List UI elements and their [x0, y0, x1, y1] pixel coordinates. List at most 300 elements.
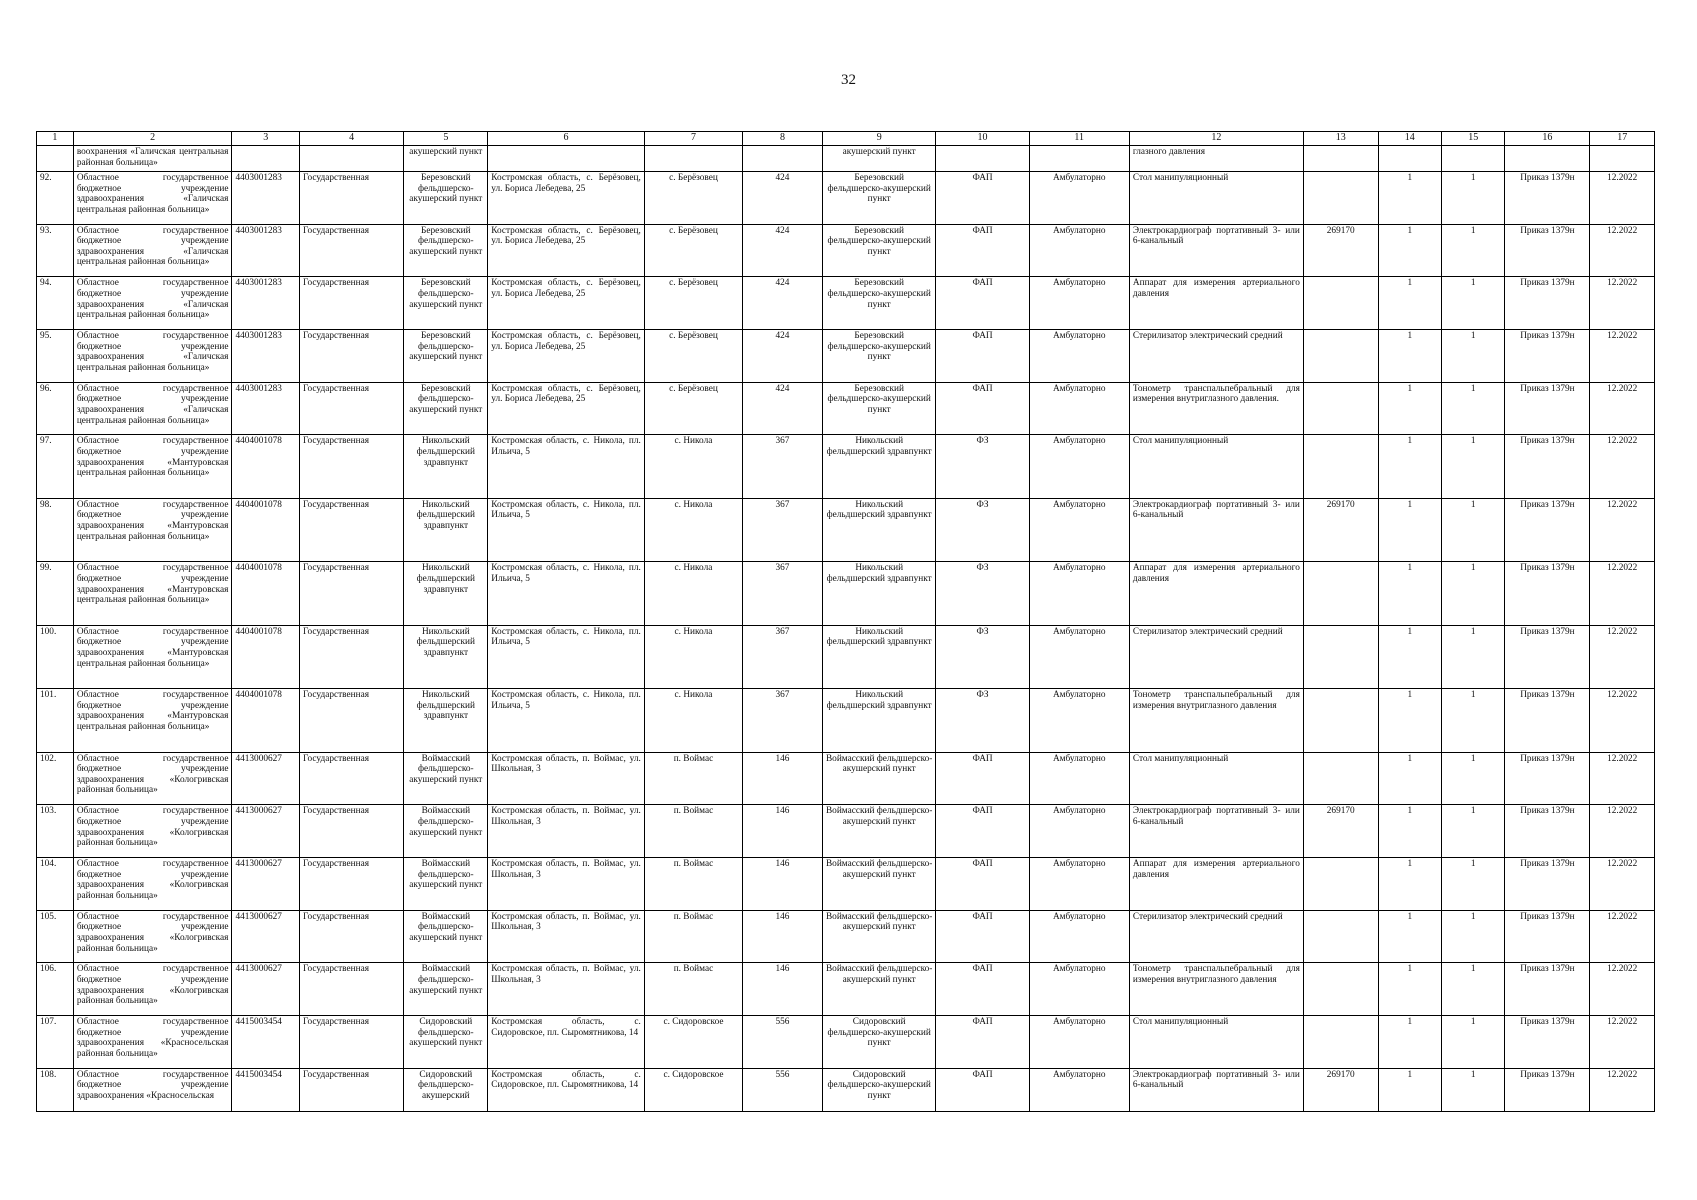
table-row: [37, 382, 1655, 435]
cell-equipment: Тонометр транспальпебральный для измерения внутриглазного давления.: [1129, 382, 1303, 435]
cell-order: Приказ 1379н: [1505, 1068, 1590, 1111]
cell-care: Амбулаторно: [1029, 224, 1129, 277]
cell-facility: Никольский фельдшерский здравпункт: [404, 498, 488, 561]
cell-facility: Сидоровский фельдшерско-акушерский: [404, 1068, 488, 1111]
cell-qty-1: 1: [1378, 382, 1441, 435]
cell-code: [1303, 752, 1378, 805]
cell-ownership: Государственная: [299, 963, 403, 1016]
cell-settlement: с. Берёзовец: [644, 277, 742, 330]
table-row: [37, 171, 1655, 224]
cell-population: 424: [743, 382, 823, 435]
col-header: 15: [1442, 132, 1505, 146]
col-header: 1: [37, 132, 74, 146]
cell-order: Приказ 1379н: [1505, 224, 1590, 277]
cell-qty-1: 1: [1378, 277, 1441, 330]
cell-care: Амбулаторно: [1029, 805, 1129, 858]
cell-population: 556: [743, 1068, 823, 1111]
cell-facility-name: Воймасский фельдшерско-акушерский пункт: [822, 858, 936, 911]
cell-qty-1: 1: [1378, 498, 1441, 561]
cell-ownership: Государственная: [299, 858, 403, 911]
cell-ownership: [299, 145, 403, 171]
cell-organization: Областное государственное бюджетное учреждение здравоохранения «Галичская центральная районная больница»: [73, 277, 232, 330]
cell-facility: Воймасский фельдшерско-акушерский пункт: [404, 963, 488, 1016]
cell-organization: Областное государственное бюджетное учреждение здравоохранения «Кологривская районная больница»: [73, 805, 232, 858]
cell-code: [1303, 145, 1378, 171]
cell-facility: Березовский фельдшерско-акушерский пункт: [404, 382, 488, 435]
cell-population: 424: [743, 330, 823, 383]
cell-care: Амбулаторно: [1029, 689, 1129, 752]
cell-number: 94.: [37, 277, 74, 330]
cell-inn: 4413000627: [232, 752, 300, 805]
cell-organization: воохранения «Галичская центральная районная больница»: [73, 145, 232, 171]
cell-inn: 4404001078: [232, 625, 300, 688]
cell-facility: Воймасский фельдшерско-акушерский пункт: [404, 752, 488, 805]
cell-care: Амбулаторно: [1029, 858, 1129, 911]
cell-order: Приказ 1379н: [1505, 689, 1590, 752]
cell-qty-1: 1: [1378, 858, 1441, 911]
cell-qty-2: 1: [1442, 498, 1505, 561]
cell-qty-1: 1: [1378, 963, 1441, 1016]
cell-inn: 4413000627: [232, 805, 300, 858]
cell-qty-2: 1: [1442, 963, 1505, 1016]
cell-code: 269170: [1303, 805, 1378, 858]
cell-facility: Воймасский фельдшерско-акушерский пункт: [404, 805, 488, 858]
cell-inn: 4413000627: [232, 963, 300, 1016]
col-header: 16: [1505, 132, 1590, 146]
cell-facility-name: Березовский фельдшерско-акушерский пункт: [822, 330, 936, 383]
cell-date: [1590, 145, 1655, 171]
cell-date: 12.2022: [1590, 171, 1655, 224]
cell-equipment: Стол манипуляционный: [1129, 171, 1303, 224]
cell-address: Костромская область, п. Воймас, ул. Школьная, 3: [488, 858, 645, 911]
cell-order: Приказ 1379н: [1505, 625, 1590, 688]
cell-date: 12.2022: [1590, 858, 1655, 911]
cell-facility-name: Воймасский фельдшерско-акушерский пункт: [822, 805, 936, 858]
cell-organization: Областное государственное бюджетное учреждение здравоохранения «Кологривская районная больница»: [73, 910, 232, 963]
cell-organization: Областное государственное бюджетное учреждение здравоохранения «Красносельская районная больница»: [73, 1016, 232, 1069]
cell-number: 103.: [37, 805, 74, 858]
cell-order: [1505, 145, 1590, 171]
cell-care: Амбулаторно: [1029, 171, 1129, 224]
cell-code: [1303, 625, 1378, 688]
cell-organization: Областное государственное бюджетное учреждение здравоохранения «Мантуровская центральная районная больница»: [73, 562, 232, 625]
table-row: [37, 435, 1655, 498]
cell-care: Амбулаторно: [1029, 1016, 1129, 1069]
table-row: [37, 277, 1655, 330]
cell-qty-1: 1: [1378, 562, 1441, 625]
cell-settlement: с. Никола: [644, 498, 742, 561]
cell-code: [1303, 171, 1378, 224]
cell-address: Костромская область, с. Никола, пл. Ильича, 5: [488, 625, 645, 688]
cell-organization: Областное государственное бюджетное учреждение здравоохранения «Галичская центральная районная больница»: [73, 330, 232, 383]
cell-facility-name: Сидоровский фельдшерско-акушерский пункт: [822, 1068, 936, 1111]
cell-code: [1303, 910, 1378, 963]
cell-qty-1: 1: [1378, 1016, 1441, 1069]
cell-order: Приказ 1379н: [1505, 562, 1590, 625]
cell-address: Костромская область, с. Сидоровское, пл. Сыромятникова, 14: [488, 1068, 645, 1111]
cell-number: 106.: [37, 963, 74, 1016]
cell-address: Костромская область, с. Берёзовец, ул. Бориса Лебедева, 25: [488, 330, 645, 383]
cell-qty-2: 1: [1442, 1068, 1505, 1111]
cell-type: ФЗ: [936, 435, 1029, 498]
cell-facility-name: Никольский фельдшерский здравпункт: [822, 689, 936, 752]
cell-facility: Никольский фельдшерский здравпункт: [404, 625, 488, 688]
cell-code: [1303, 277, 1378, 330]
cell-ownership: Государственная: [299, 689, 403, 752]
cell-facility: Никольский фельдшерский здравпункт: [404, 562, 488, 625]
cell-qty-1: 1: [1378, 1068, 1441, 1111]
cell-equipment: Электрокардиограф портативный 3- или 6-канальный: [1129, 805, 1303, 858]
cell-settlement: п. Воймас: [644, 752, 742, 805]
cell-type: [936, 145, 1029, 171]
cell-equipment: Стол манипуляционный: [1129, 435, 1303, 498]
cell-facility: Березовский фельдшерско-акушерский пункт: [404, 330, 488, 383]
col-header: 12: [1129, 132, 1303, 146]
table-row: [37, 562, 1655, 625]
cell-inn: 4403001283: [232, 330, 300, 383]
cell-care: Амбулаторно: [1029, 277, 1129, 330]
cell-order: Приказ 1379н: [1505, 435, 1590, 498]
cell-equipment: Электрокардиограф портативный 3- или 6-канальный: [1129, 1068, 1303, 1111]
cell-ownership: Государственная: [299, 171, 403, 224]
cell-order: Приказ 1379н: [1505, 1016, 1590, 1069]
cell-type: ФАП: [936, 752, 1029, 805]
cell-population: [743, 145, 823, 171]
cell-population: 146: [743, 858, 823, 911]
cell-qty-2: 1: [1442, 224, 1505, 277]
cell-address: Костромская область, с. Никола, пл. Ильича, 5: [488, 498, 645, 561]
cell-qty-1: 1: [1378, 625, 1441, 688]
cell-qty-2: 1: [1442, 382, 1505, 435]
table-row: [37, 224, 1655, 277]
cell-qty-2: 1: [1442, 858, 1505, 911]
cell-number: 107.: [37, 1016, 74, 1069]
cell-qty-2: [1442, 145, 1505, 171]
cell-type: ФАП: [936, 858, 1029, 911]
cell-facility: Сидоровский фельдшерско-акушерский пункт: [404, 1016, 488, 1069]
col-header: 4: [299, 132, 403, 146]
table-row: [37, 498, 1655, 561]
cell-address: Костромская область, с. Берёзовец, ул. Бориса Лебедева, 25: [488, 277, 645, 330]
cell-settlement: п. Воймас: [644, 963, 742, 1016]
cell-facility-name: Никольский фельдшерский здравпункт: [822, 435, 936, 498]
cell-ownership: Государственная: [299, 805, 403, 858]
cell-population: 146: [743, 910, 823, 963]
cell-facility-name: Никольский фельдшерский здравпункт: [822, 562, 936, 625]
cell-code: [1303, 858, 1378, 911]
col-header: 8: [743, 132, 823, 146]
cell-code: 269170: [1303, 224, 1378, 277]
cell-type: ФАП: [936, 330, 1029, 383]
cell-code: [1303, 689, 1378, 752]
cell-inn: 4403001283: [232, 224, 300, 277]
cell-facility: Воймасский фельдшерско-акушерский пункт: [404, 910, 488, 963]
cell-number: 108.: [37, 1068, 74, 1111]
cell-type: ФАП: [936, 224, 1029, 277]
cell-number: 93.: [37, 224, 74, 277]
cell-organization: Областное государственное бюджетное учреждение здравоохранения «Мантуровская центральная районная больница»: [73, 625, 232, 688]
table-row: [37, 625, 1655, 688]
cell-address: Костромская область, с. Берёзовец, ул. Бориса Лебедева, 25: [488, 224, 645, 277]
cell-equipment: глазного давления: [1129, 145, 1303, 171]
cell-address: Костромская область, с. Никола, пл. Ильича, 5: [488, 435, 645, 498]
cell-ownership: Государственная: [299, 910, 403, 963]
cell-number: 99.: [37, 562, 74, 625]
cell-order: Приказ 1379н: [1505, 752, 1590, 805]
cell-care: Амбулаторно: [1029, 562, 1129, 625]
cell-date: 12.2022: [1590, 498, 1655, 561]
cell-qty-1: 1: [1378, 330, 1441, 383]
cell-qty-2: 1: [1442, 171, 1505, 224]
cell-date: 12.2022: [1590, 1068, 1655, 1111]
cell-settlement: [644, 145, 742, 171]
cell-date: 12.2022: [1590, 910, 1655, 963]
cell-settlement: п. Воймас: [644, 858, 742, 911]
cell-care: Амбулаторно: [1029, 330, 1129, 383]
cell-number: 98.: [37, 498, 74, 561]
cell-qty-1: 1: [1378, 752, 1441, 805]
cell-date: 12.2022: [1590, 224, 1655, 277]
cell-address: Костромская область, п. Воймас, ул. Школьная, 3: [488, 910, 645, 963]
cell-inn: 4413000627: [232, 858, 300, 911]
cell-date: 12.2022: [1590, 435, 1655, 498]
col-header: 7: [644, 132, 742, 146]
cell-number: 96.: [37, 382, 74, 435]
cell-type: ФАП: [936, 171, 1029, 224]
cell-settlement: с. Никола: [644, 562, 742, 625]
table-row: [37, 1068, 1655, 1111]
cell-type: ФЗ: [936, 562, 1029, 625]
cell-equipment: Стерилизатор электрический средний: [1129, 625, 1303, 688]
table-row: [37, 910, 1655, 963]
cell-type: ФАП: [936, 910, 1029, 963]
cell-care: Амбулаторно: [1029, 752, 1129, 805]
cell-ownership: Государственная: [299, 1068, 403, 1111]
col-header: 5: [404, 132, 488, 146]
cell-facility-name: Березовский фельдшерско-акушерский пункт: [822, 277, 936, 330]
cell-settlement: п. Воймас: [644, 910, 742, 963]
cell-order: Приказ 1379н: [1505, 382, 1590, 435]
col-header: 2: [73, 132, 232, 146]
col-header: 10: [936, 132, 1029, 146]
cell-facility-name: Воймасский фельдшерско-акушерский пункт: [822, 910, 936, 963]
cell-inn: 4403001283: [232, 171, 300, 224]
cell-qty-2: 1: [1442, 330, 1505, 383]
cell-population: 367: [743, 498, 823, 561]
cell-organization: Областное государственное бюджетное учреждение здравоохранения «Красносельская: [73, 1068, 232, 1111]
cell-ownership: Государственная: [299, 562, 403, 625]
cell-settlement: с. Никола: [644, 435, 742, 498]
cell-population: 424: [743, 224, 823, 277]
cell-organization: Областное государственное бюджетное учреждение здравоохранения «Мантуровская центральная районная больница»: [73, 435, 232, 498]
col-header: 14: [1378, 132, 1441, 146]
cell-number: 104.: [37, 858, 74, 911]
cell-organization: Областное государственное бюджетное учреждение здравоохранения «Кологривская районная больница»: [73, 858, 232, 911]
cell-population: 367: [743, 435, 823, 498]
cell-organization: Областное государственное бюджетное учреждение здравоохранения «Кологривская районная больница»: [73, 963, 232, 1016]
cell-inn: 4403001283: [232, 382, 300, 435]
cell-order: Приказ 1379н: [1505, 171, 1590, 224]
cell-facility: Березовский фельдшерско-акушерский пункт: [404, 224, 488, 277]
cell-population: 146: [743, 805, 823, 858]
cell-equipment: Аппарат для измерения артериального давления: [1129, 277, 1303, 330]
cell-date: 12.2022: [1590, 277, 1655, 330]
cell-qty-2: 1: [1442, 562, 1505, 625]
cell-order: Приказ 1379н: [1505, 858, 1590, 911]
cell-equipment: Тонометр транспальпебральный для измерения внутриглазного давления: [1129, 963, 1303, 1016]
cell-number: 100.: [37, 625, 74, 688]
cell-type: ФАП: [936, 1016, 1029, 1069]
equipment-register-table: [36, 131, 1655, 1112]
cell-ownership: Государственная: [299, 382, 403, 435]
table-row: [37, 330, 1655, 383]
cell-code: 269170: [1303, 1068, 1378, 1111]
cell-facility-name: Никольский фельдшерский здравпункт: [822, 498, 936, 561]
cell-date: 12.2022: [1590, 963, 1655, 1016]
cell-qty-2: 1: [1442, 910, 1505, 963]
cell-code: [1303, 963, 1378, 1016]
cell-population: 367: [743, 562, 823, 625]
cell-code: [1303, 330, 1378, 383]
cell-date: 12.2022: [1590, 625, 1655, 688]
cell-equipment: Тонометр транспальпебральный для измерения внутриглазного давления: [1129, 689, 1303, 752]
cell-equipment: Стол манипуляционный: [1129, 1016, 1303, 1069]
cell-inn: 4404001078: [232, 498, 300, 561]
cell-settlement: с. Никола: [644, 689, 742, 752]
cell-settlement: с. Берёзовец: [644, 330, 742, 383]
cell-settlement: с. Берёзовец: [644, 171, 742, 224]
cell-date: 12.2022: [1590, 562, 1655, 625]
cell-equipment: Стол манипуляционный: [1129, 752, 1303, 805]
cell-number: 97.: [37, 435, 74, 498]
cell-population: 367: [743, 625, 823, 688]
cell-date: 12.2022: [1590, 752, 1655, 805]
cell-qty-1: 1: [1378, 689, 1441, 752]
cell-type: ФЗ: [936, 625, 1029, 688]
cell-qty-2: 1: [1442, 689, 1505, 752]
cell-type: ФАП: [936, 382, 1029, 435]
cell-facility-name: Сидоровский фельдшерско-акушерский пункт: [822, 1016, 936, 1069]
cell-type: ФЗ: [936, 498, 1029, 561]
cell-inn: 4413000627: [232, 910, 300, 963]
cell-organization: Областное государственное бюджетное учреждение здравоохранения «Галичская центральная районная больница»: [73, 171, 232, 224]
cell-organization: Областное государственное бюджетное учреждение здравоохранения «Мантуровская центральная районная больница»: [73, 689, 232, 752]
cell-qty-1: 1: [1378, 435, 1441, 498]
cell-number: [37, 145, 74, 171]
cell-qty-2: 1: [1442, 1016, 1505, 1069]
cell-ownership: Государственная: [299, 435, 403, 498]
table-row: [37, 689, 1655, 752]
cell-code: [1303, 435, 1378, 498]
cell-population: 424: [743, 171, 823, 224]
cell-qty-1: 1: [1378, 224, 1441, 277]
cell-order: Приказ 1379н: [1505, 805, 1590, 858]
cell-facility: акушерский пункт: [404, 145, 488, 171]
cell-address: Костромская область, п. Воймас, ул. Школьная, 3: [488, 752, 645, 805]
cell-settlement: с. Сидоровское: [644, 1068, 742, 1111]
table-row: [37, 1016, 1655, 1069]
col-header: 17: [1590, 132, 1655, 146]
cell-ownership: Государственная: [299, 752, 403, 805]
cell-type: ФАП: [936, 805, 1029, 858]
cell-care: Амбулаторно: [1029, 498, 1129, 561]
cell-qty-2: 1: [1442, 435, 1505, 498]
cell-facility: Березовский фельдшерско-акушерский пункт: [404, 277, 488, 330]
cell-population: 556: [743, 1016, 823, 1069]
table-row: [37, 752, 1655, 805]
cell-equipment: Стерилизатор электрический средний: [1129, 910, 1303, 963]
cell-care: Амбулаторно: [1029, 435, 1129, 498]
cell-equipment: Аппарат для измерения артериального давления: [1129, 858, 1303, 911]
page-number: 32: [841, 72, 856, 88]
cell-organization: Областное государственное бюджетное учреждение здравоохранения «Кологривская районная больница»: [73, 752, 232, 805]
cell-organization: Областное государственное бюджетное учреждение здравоохранения «Галичская центральная районная больница»: [73, 224, 232, 277]
cell-care: Амбулаторно: [1029, 963, 1129, 1016]
cell-facility-name: Воймасский фельдшерско-акушерский пункт: [822, 963, 936, 1016]
cell-type: ФАП: [936, 1068, 1029, 1111]
cell-facility: Никольский фельдшерский здравпункт: [404, 435, 488, 498]
cell-inn: 4415003454: [232, 1068, 300, 1111]
cell-order: Приказ 1379н: [1505, 277, 1590, 330]
cell-population: 367: [743, 689, 823, 752]
cell-equipment: Аппарат для измерения артериального давления: [1129, 562, 1303, 625]
col-header: 13: [1303, 132, 1378, 146]
cell-qty-1: 1: [1378, 171, 1441, 224]
cell-population: 146: [743, 752, 823, 805]
col-header: 9: [822, 132, 936, 146]
cell-qty-2: 1: [1442, 625, 1505, 688]
cell-code: 269170: [1303, 498, 1378, 561]
cell-address: [488, 145, 645, 171]
cell-facility-name: Березовский фельдшерско-акушерский пункт: [822, 171, 936, 224]
cell-type: ФАП: [936, 277, 1029, 330]
cell-address: Костромская область, с. Берёзовец, ул. Бориса Лебедева, 25: [488, 171, 645, 224]
cell-inn: 4415003454: [232, 1016, 300, 1069]
cell-facility-name: Березовский фельдшерско-акушерский пункт: [822, 224, 936, 277]
cell-address: Костромская область, п. Воймас, ул. Школьная, 3: [488, 805, 645, 858]
cell-order: Приказ 1379н: [1505, 330, 1590, 383]
cell-facility: Никольский фельдшерский здравпункт: [404, 689, 488, 752]
cell-equipment: Стерилизатор электрический средний: [1129, 330, 1303, 383]
cell-settlement: п. Воймас: [644, 805, 742, 858]
cell-facility-name: Никольский фельдшерский здравпункт: [822, 625, 936, 688]
table-row: [37, 858, 1655, 911]
col-header: 6: [488, 132, 645, 146]
col-header: 3: [232, 132, 300, 146]
cell-facility: Воймасский фельдшерско-акушерский пункт: [404, 858, 488, 911]
cell-settlement: с. Никола: [644, 625, 742, 688]
cell-facility-name: Березовский фельдшерско-акушерский пункт: [822, 382, 936, 435]
cell-address: Костромская область, с. Никола, пл. Ильича, 5: [488, 689, 645, 752]
cell-date: 12.2022: [1590, 330, 1655, 383]
cell-qty-2: 1: [1442, 805, 1505, 858]
header-row: [37, 132, 1655, 146]
cell-date: 12.2022: [1590, 382, 1655, 435]
cell-ownership: Государственная: [299, 224, 403, 277]
cell-qty-2: 1: [1442, 752, 1505, 805]
cell-care: Амбулаторно: [1029, 910, 1129, 963]
cell-organization: Областное государственное бюджетное учреждение здравоохранения «Галичская центральная районная больница»: [73, 382, 232, 435]
cell-organization: Областное государственное бюджетное учреждение здравоохранения «Мантуровская центральная районная больница»: [73, 498, 232, 561]
cell-qty-1: 1: [1378, 910, 1441, 963]
cell-equipment: Электрокардиограф портативный 3- или 6-канальный: [1129, 498, 1303, 561]
cell-number: 95.: [37, 330, 74, 383]
col-header: 11: [1029, 132, 1129, 146]
cell-ownership: Государственная: [299, 330, 403, 383]
cell-care: Амбулаторно: [1029, 1068, 1129, 1111]
cell-facility: Березовский фельдшерско-акушерский пункт: [404, 171, 488, 224]
cell-settlement: с. Берёзовец: [644, 382, 742, 435]
